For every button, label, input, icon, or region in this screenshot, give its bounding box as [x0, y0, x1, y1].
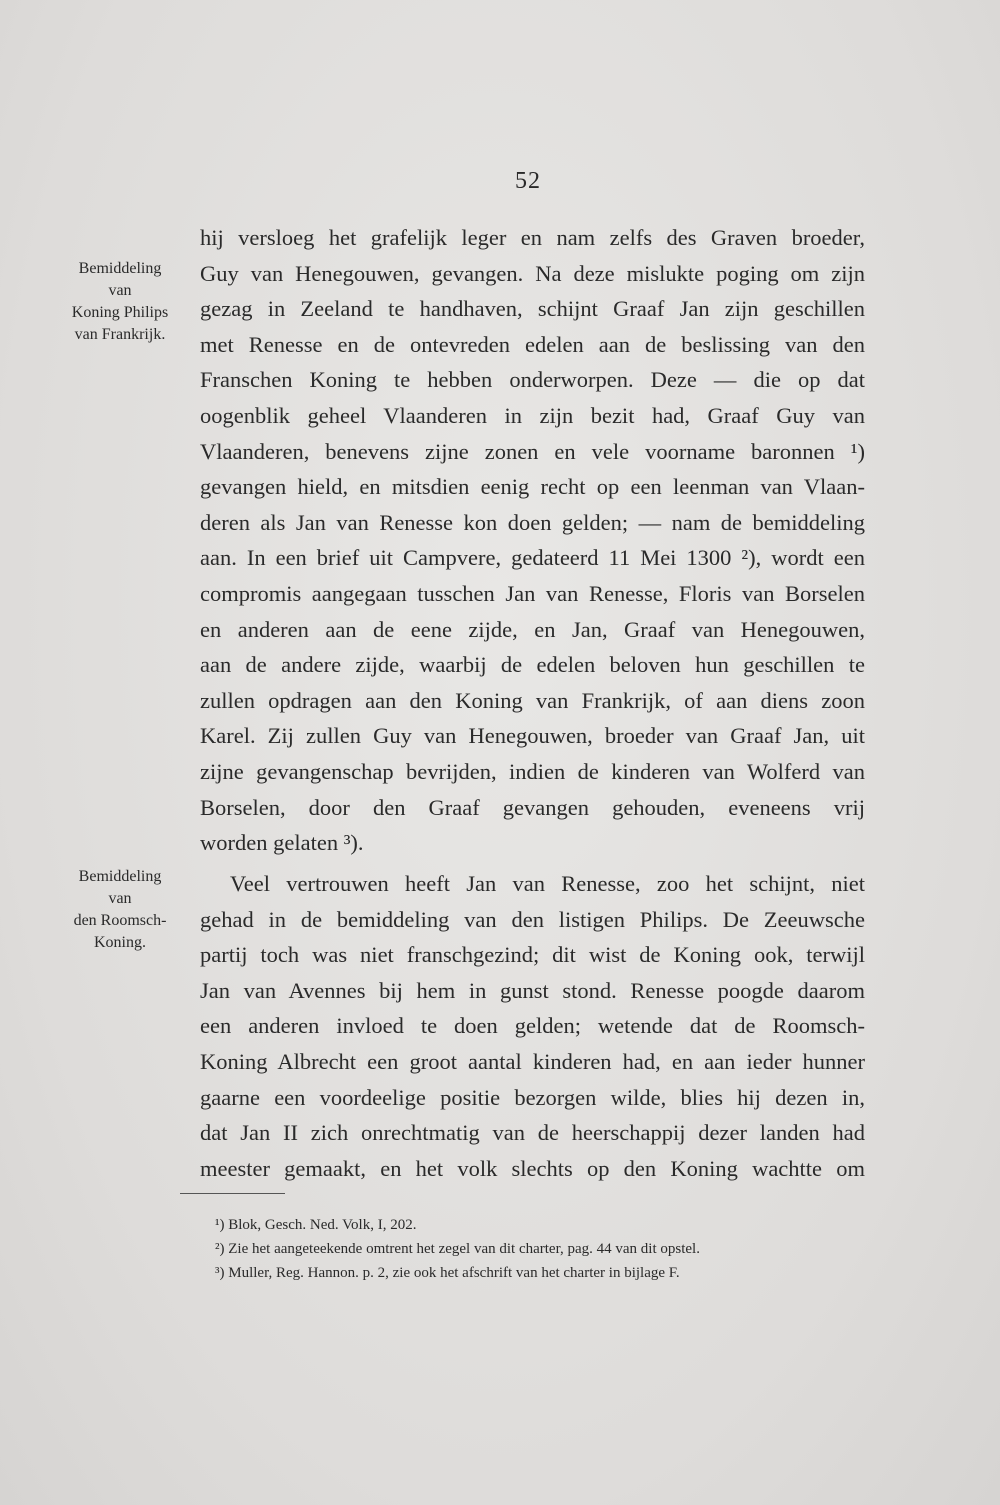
text-line: zullen opdragen aan den Koning van Frankrijk, of aan diens zoon	[200, 687, 865, 713]
footnote-2	[215, 1237, 865, 1261]
footnote-text: Blok, Gesch. Ned. Volk, I, 202.	[228, 1217, 417, 1233]
text-line: een anderen invloed te doen gelden; wetende dat de Roomsch-	[200, 1013, 865, 1039]
margin-note-line: Koning.	[94, 934, 146, 951]
text-line: Koning Albrecht een groot aantal kinderen had, en aan ieder hunner	[200, 1048, 865, 1074]
margin-note-line: den Roomsch-	[73, 912, 167, 929]
text-line: dat Jan II zich onrechtmatig van de heerschappij dezer landen had	[200, 1120, 865, 1146]
margin-note-line: van	[108, 890, 132, 907]
footnote-mark: ¹)	[215, 1217, 225, 1233]
text-line: gevangen hield, en mitsdien eenig recht op een leenman van Vlaan-	[200, 474, 865, 500]
text-line: gaarne een voordeelige positie bezorgen wilde, blies hij dezen in,	[200, 1084, 865, 1110]
margin-note-mediation-philips	[50, 258, 190, 346]
footnote-text: Zie het aangeteekende omtrent het zegel van dit charter, pag. 44 van dit opstel.	[228, 1241, 700, 1257]
text-line: partij toch was niet franschgezind; dit wist de Koning ook, terwijl	[200, 942, 865, 968]
text-line: oogenblik geheel Vlaanderen in zijn bezit had, Graaf Guy van	[200, 402, 865, 428]
margin-note-line: van Frankrijk.	[74, 326, 166, 343]
text-line: Jan van Avennes bij hem in gunst stond. Renesse poogde daarom	[200, 977, 865, 1003]
margin-note-line: Bemiddeling	[78, 260, 162, 277]
margin-note-line: van	[108, 282, 132, 299]
margin-note-line: Koning Philips	[71, 304, 169, 321]
text-line: Franschen Koning te hebben onderworpen. Deze — die op dat	[200, 367, 865, 393]
footnote-divider	[180, 1193, 285, 1194]
paragraph-2	[200, 866, 865, 1186]
text-line: Veel vertrouwen heeft Jan van Renesse, zoo het schijnt, niet	[230, 871, 865, 896]
text-line: compromis aangegaan tusschen Jan van Renesse, Floris van Borselen	[200, 580, 865, 606]
text-line: deren als Jan van Renesse kon doen gelden; — nam de bemiddeling	[200, 509, 865, 535]
text-line: Guy van Henegouwen, gevangen. Na deze mislukte poging om zijn	[200, 260, 865, 286]
footnote-text: Muller, Reg. Hannon. p. 2, zie ook het afschrift van het charter in bijlage F.	[228, 1265, 680, 1281]
margin-note-line: Bemiddeling	[78, 868, 162, 885]
footnotes	[215, 1213, 865, 1285]
text-line: Borselen, door den Graaf gevangen gehouden, eveneens vrij	[200, 794, 865, 820]
margin-note-mediation-roman-king	[50, 866, 190, 954]
footnote-1	[215, 1213, 865, 1237]
page-number: 52	[515, 168, 541, 194]
text-line: Karel. Zij zullen Guy van Henegouwen, broeder van Graaf Jan, uit	[200, 723, 865, 749]
text-line: zijne gevangenschap bevrijden, indien de kinderen van Wolferd van	[200, 758, 865, 784]
text-line: met Renesse en de ontevreden edelen aan de beslissing van den	[200, 331, 865, 357]
text-line: aan. In een brief uit Campvere, gedateerd 11 Mei 1300 ²), wordt een	[200, 545, 865, 571]
text-line: meester gemaakt, en het volk slechts op den Koning wachtte om	[200, 1155, 865, 1181]
text-line: en anderen aan de eene zijde, en Jan, Graaf van Henegouwen,	[200, 616, 865, 642]
footnote-mark: ²)	[215, 1241, 225, 1257]
text-line: aan de andere zijde, waarbij de edelen beloven hun geschillen te	[200, 652, 865, 678]
text-line: Vlaanderen, benevens zijne zonen en vele voorname baronnen ¹)	[200, 438, 865, 464]
text-line: gehad in de bemiddeling van den listigen Philips. De Zeeuwsche	[200, 906, 865, 932]
text-line: hij versloeg het grafelijk leger en nam zelfs des Graven broeder,	[200, 225, 865, 250]
paragraph-1	[200, 220, 865, 861]
text-line: worden gelaten ³).	[200, 830, 364, 856]
footnote-mark: ³)	[215, 1265, 225, 1281]
text-line: gezag in Zeeland te handhaven, schijnt Graaf Jan zijn geschillen	[200, 296, 865, 322]
footnote-3	[215, 1261, 865, 1285]
